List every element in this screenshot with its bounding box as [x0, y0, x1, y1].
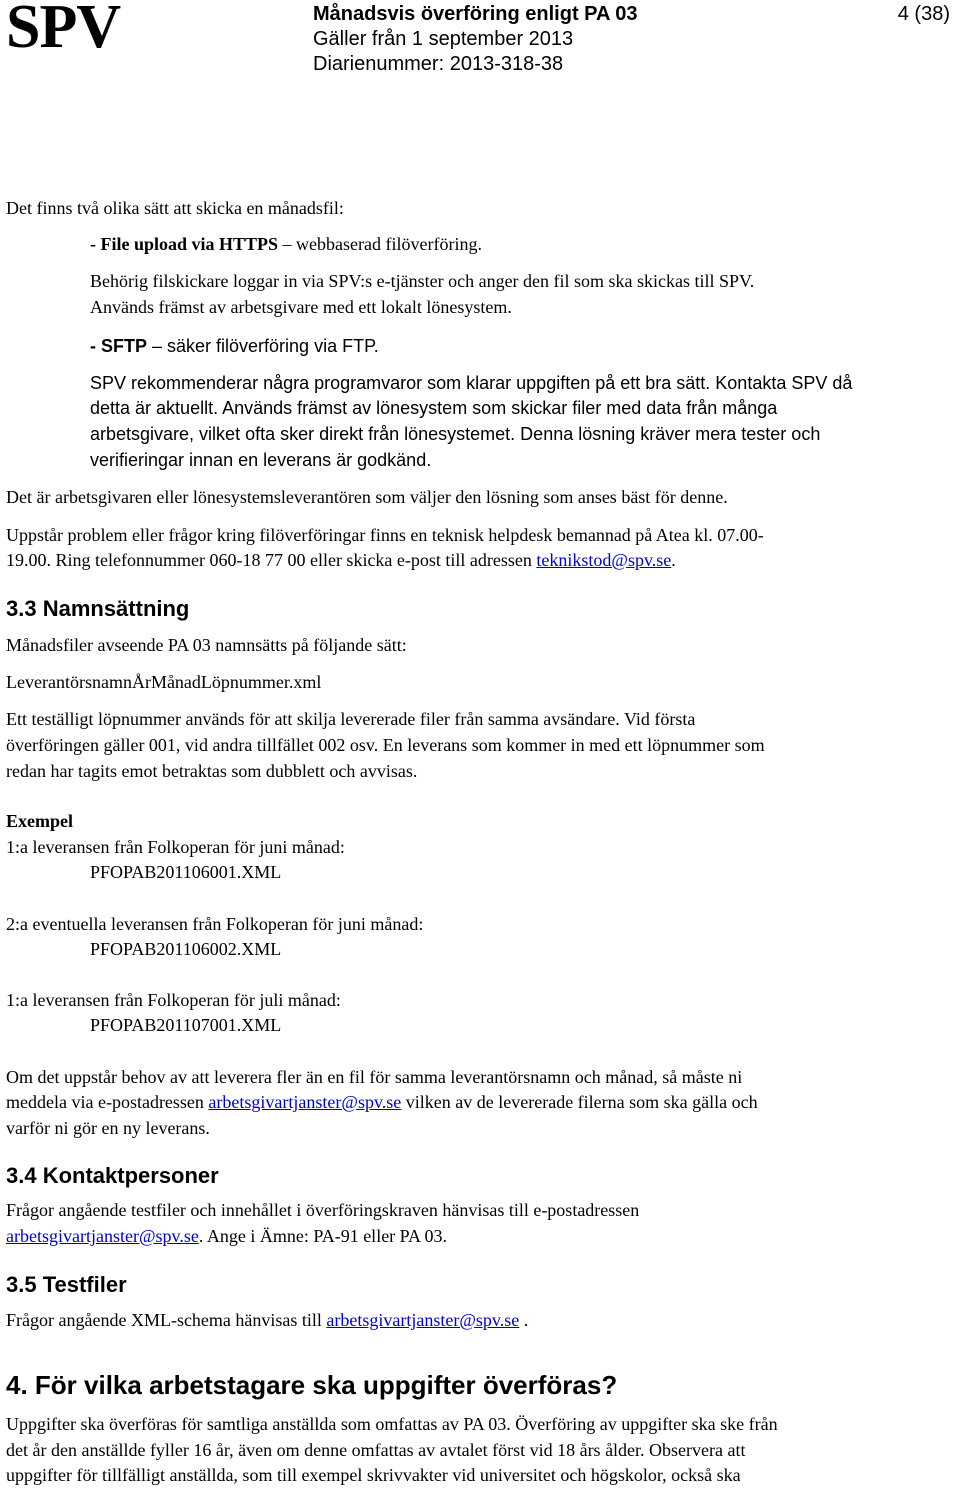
example-3-desc: 1:a leveransen från Folkoperan för juli månad:	[6, 990, 341, 1010]
document-title: Månadsvis överföring enligt PA 03	[313, 3, 638, 25]
example-3-file: PFOPAB201107001.XML	[90, 1015, 282, 1035]
multi-file-line1: Om det uppstår behov av att leverera fler än en fil för samma leverantörsnamn och månad, så måste ni	[6, 1067, 743, 1087]
option-https	[90, 231, 482, 257]
example-2-file: PFOPAB201106002.XML	[90, 939, 282, 959]
multi-file-line3: varför ni gör en ny leverans.	[6, 1118, 210, 1138]
section-4-line2: det år den anställde fyller 16 år, även om denne omfattas av avtalet först vid 18 års ålder. Observera att	[6, 1440, 746, 1460]
naming-p2-line1: Ett teställigt löpnummer används för att skilja levererade filer från samma avsändare. Vid första	[6, 709, 696, 729]
option-sftp-line4: verifieringar innan en leverans är godkänd.	[90, 450, 432, 470]
helpdesk-email-link[interactable]: teknikstod@spv.se	[536, 550, 672, 570]
option-sftp	[90, 333, 379, 359]
intro-text: Det finns två olika sätt att skicka en månadsfil:	[6, 198, 344, 218]
option-sftp-line1: SPV rekommenderar några programvaror som klarar uppgiften på ett bra sätt. Kontakta SPV då	[90, 373, 853, 393]
option-sftp-desc: – säker filöverföring via FTP.	[147, 336, 379, 356]
helpdesk-line1: Uppstår problem eller frågor kring filöverföringar finns en teknisk helpdesk bemannad på Atea kl. 07.00-	[6, 525, 764, 545]
helpdesk-line2-end: .	[671, 550, 676, 570]
naming-intro: Månadsfiler avseende PA 03 namnsätts på följande sätt:	[6, 635, 407, 655]
helpdesk-line2-text: 19.00. Ring telefonnummer 060-18 77 00 eller skicka e-post till adressen	[6, 550, 537, 570]
testfiles-end: .	[519, 1310, 529, 1330]
section-3-5-heading: 3.5 Testfiler	[6, 1272, 127, 1297]
option-https-title: - File upload via HTTPS	[90, 234, 279, 254]
naming-pattern: LeverantörsnamnÅrMånadLöpnummer.xml	[6, 672, 322, 692]
testfiles-text: Frågor angående XML-schema hänvisas till	[6, 1310, 327, 1330]
multi-file-line2-text: meddela via e-postadressen	[6, 1092, 209, 1112]
example-1-desc: 1:a leveransen från Folkoperan för juni månad:	[6, 837, 345, 857]
choice-text: Det är arbetsgivaren eller lönesystemsleverantören som väljer den lösning som anses bäst för denne.	[6, 487, 728, 507]
section-3-4-heading: 3.4 Kontaktpersoner	[6, 1163, 219, 1188]
option-https-line2: Används främst av arbetsgivare med ett lokalt lönesystem.	[90, 297, 512, 317]
helpdesk-line2	[6, 547, 676, 573]
naming-p2-line3: redan har tagits emot betraktas som dubblett och avvisas.	[6, 761, 418, 781]
section-4-line3: uppgifter för tillfälligt anställda, som till exempel skrivvakter vid universitet och högskolor, också ska	[6, 1465, 741, 1485]
option-https-line1: Behörig filskickare loggar in via SPV:s e-tjänster och anger den fil som ska skickas till SPV.	[90, 271, 755, 291]
example-1-file: PFOPAB201106001.XML	[90, 862, 282, 882]
valid-from: Gäller från 1 september 2013	[313, 28, 574, 50]
multi-file-line2-end: vilken av de levererade filerna som ska gälla och	[401, 1092, 758, 1112]
multi-file-email-link[interactable]: arbetsgivartjanster@spv.se	[208, 1092, 402, 1112]
section-4-heading: 4. För vilka arbetstagare ska uppgifter överföras?	[6, 1370, 618, 1400]
naming-p2-line2: överföringen gäller 001, vid andra tillfället 002 osv. En leverans som kommer in med ett löpnummer som	[6, 735, 765, 755]
contact-line2-text: . Ange i Ämne: PA-91 eller PA 03.	[198, 1226, 448, 1246]
spv-logo: SPV	[6, 0, 121, 61]
contact-line1: Frågor angående testfiler och innehållet i överföringskraven hänvisas till e-postadressen	[6, 1200, 640, 1220]
example-label: Exempel	[6, 811, 73, 831]
contact-email-link[interactable]: arbetsgivartjanster@spv.se	[6, 1226, 199, 1246]
diary-number: Diarienummer: 2013-318-38	[313, 53, 564, 75]
multi-file-line2	[6, 1089, 758, 1115]
example-2-desc: 2:a eventuella leveransen från Folkoperan för juni månad:	[6, 914, 424, 934]
page-number: 4 (38)	[897, 3, 950, 25]
contact-line2	[6, 1223, 447, 1249]
option-https-desc: – webbaserad filöverföring.	[278, 234, 482, 254]
testfiles-line	[6, 1307, 528, 1333]
option-sftp-line3: arbetsgivare, vilket ofta sker direkt från lönesystemet. Denna lösning kräver mera tester och	[90, 424, 821, 444]
option-sftp-title: - SFTP	[90, 336, 147, 356]
section-4-line1: Uppgifter ska överföras för samtliga anställda som omfattas av PA 03. Överföring av uppgifter ska ske från	[6, 1414, 778, 1434]
option-sftp-line2: detta är aktuellt. Används främst av lönesystem som skickar filer med data från många	[90, 398, 778, 418]
section-3-3-heading: 3.3 Namnsättning	[6, 596, 190, 621]
testfiles-email-link[interactable]: arbetsgivartjanster@spv.se	[326, 1310, 520, 1330]
